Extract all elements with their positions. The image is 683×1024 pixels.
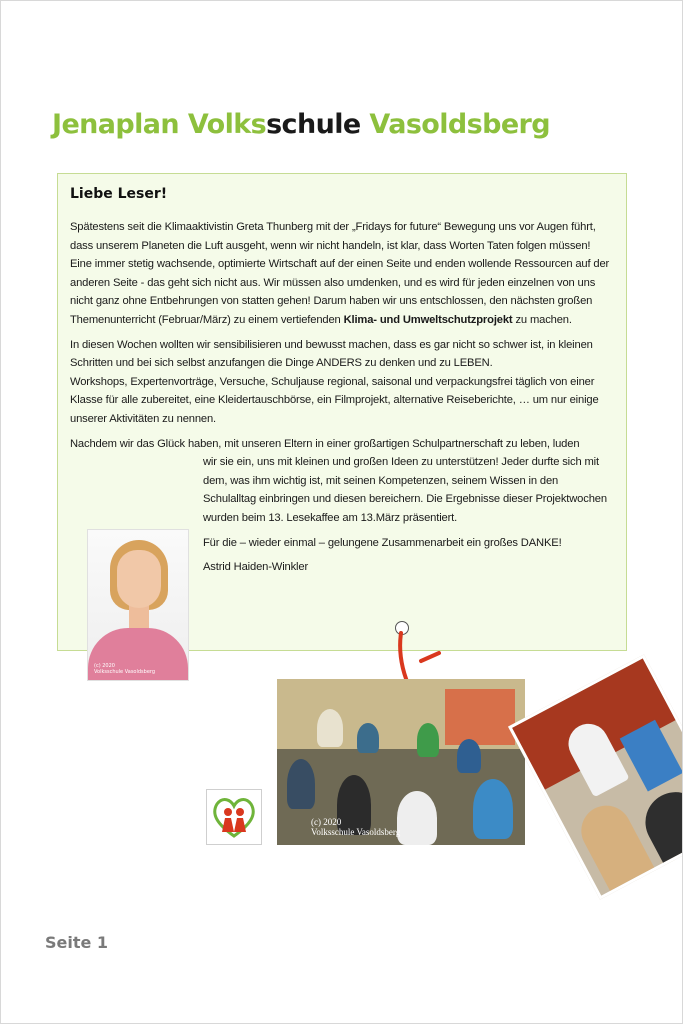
author-portrait [87,529,189,681]
photo-watermark-line-2: Volksschule Vasoldsberg [311,827,401,837]
pin-icon [395,621,409,635]
letter-paragraph-2 [70,336,614,429]
portrait-watermark [94,663,155,675]
classroom-photo-tilted [539,679,683,889]
portrait-watermark-line-1: (c) 2020 [94,663,115,669]
project-name: Klima- und Umweltschutzprojekt [343,313,513,326]
letter-paragraph-1 [70,218,614,330]
title-part-dark: schule [266,109,361,140]
letter-greeting: Liebe Leser! [70,186,168,202]
letter-paragraph-3-rest [203,453,614,527]
photo-watermark-line-1: (c) 2020 [311,817,342,827]
letter-p2-text: Eine immer stetig wachsende, optimierte Wirtschaft auf der einen Seite und enden wollende Ressourcen auf der anderen Seite - das geht sich nicht aus. Wir müssen also umdenken, und es wird für jeden einzelnen von uns nicht ganz ohne Entbehrungen von statten gehen! Darum haben wir uns entschlossen, den nächsten großen Themenunterricht (Februar/März) zu einem vertiefenden [70,258,610,326]
letter-p1-text: Spätestens seit die Klimaaktivistin Greta Thunberg mit der „Fridays for future“ Bewegung uns vor Augen führt, dass unserem Planeten die Luft ausgeht, wenn wir nicht handeln, ist klar, dass Worten Taten folgen müssen! [70,221,596,252]
letter-signature: Astrid Haiden-Winkler [203,561,309,574]
letter-p2-end: zu machen. [512,313,572,326]
letter-thanks: Für die – wieder einmal – gelungene Zusammenarbeit ein großes DANKE! [203,536,562,549]
classroom-photo-circle [277,679,525,845]
title-part-green-1: Jenaplan Volks [52,109,267,140]
portrait-watermark-line-2: Volksschule Vasoldsberg [94,669,156,675]
page-number: Seite 1 [45,933,109,952]
letter-body [70,218,614,583]
letter-p5-rest: wir sie ein, uns mit kleinen und großen Ideen zu unterstützen! Jeder durfte sich mit dem, was ihm wichtig ist, mit seinen Kompetenzen, seinem Wissen in den Schulalltag einbringen und diesen bereichern. Die Ergebnisse dieser Projektwochen wurden beim 13. Lesekaffee am 13.März präsentiert. [203,456,607,524]
page-title [52,109,550,140]
school-logo-icon [206,789,262,845]
photo-watermark [311,817,400,837]
letter-paragraph-3 [70,435,614,454]
letter-p4-text: Workshops, Expertenvorträge, Versuche, Schuljause regional, saisonal und verpackungsfrei täglich von einer Klasse für alle zubereitet, eine Kleidertauschbörse, ein Filmprojekt, alternative Reiseberichte, … um nur einige unserer Aktivitäten zu nennen. [70,375,599,425]
title-part-green-2: Vasoldsberg [360,109,550,140]
letter-p3-text: In diesen Wochen wollten wir sensibilisieren und bewusst machen, dass es gar nicht so schwer ist, in kleinen Schritten und bei sich selbst anzufangen die Dinge ANDERS zu denken und zu LEBEN. [70,338,593,370]
letter-p5-first-line: Nachdem wir das Glück haben, mit unseren Eltern in einer großartigen Schulpartnerschaft zu leben, luden [70,437,580,450]
